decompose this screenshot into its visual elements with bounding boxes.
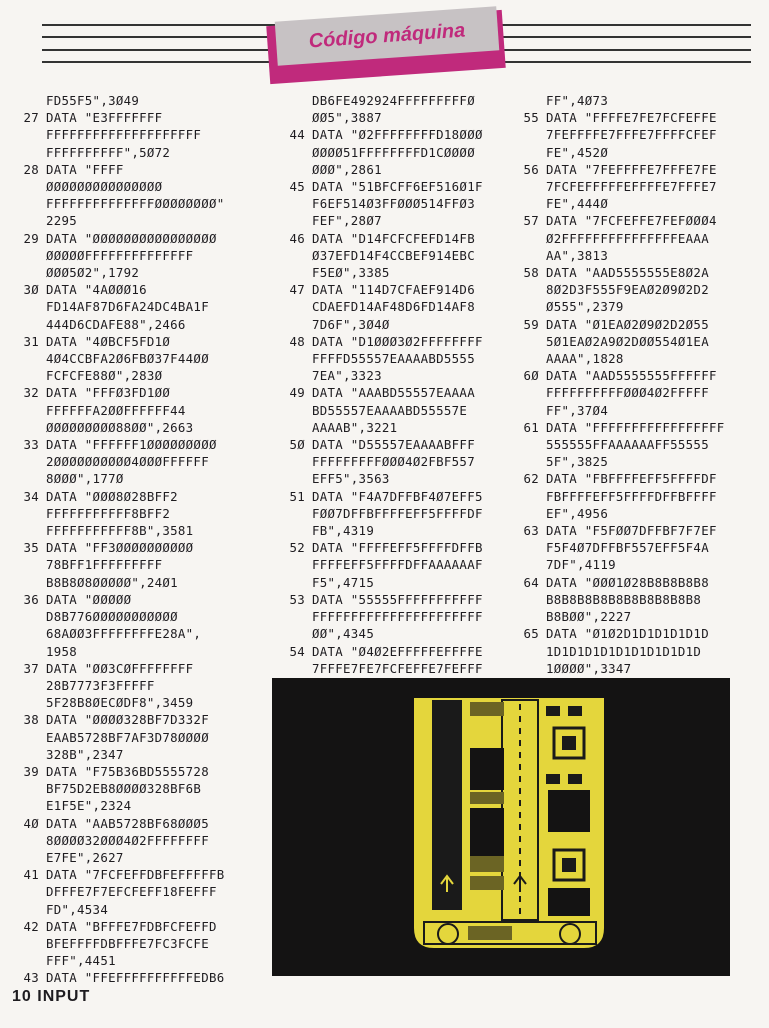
data-line xyxy=(10,161,224,230)
code-text: ØØØØØØØØØ88ØØ",2663 xyxy=(46,419,194,435)
game-screen-svg xyxy=(272,678,730,976)
line-number: 36 xyxy=(23,591,39,607)
code-text: DATA "7FCFEFFE7FEFØØØ4 xyxy=(546,213,717,229)
code-text: DATA "ØØØ1Ø28B8B8B8B8 xyxy=(546,574,709,590)
code-text: 7FCFEFFFFFEFFFFE7FFFE7 xyxy=(546,179,717,195)
code-text: DATA "FF3ØØØØØØØØØØ xyxy=(46,540,194,556)
line-number: 29 xyxy=(23,230,39,246)
code-text: FFFFFFFFFFF8BFF2 xyxy=(46,505,171,521)
code-text: 28B7773F3FFFFF xyxy=(46,677,155,693)
code-text: BFEFFFFDBFFFE7FC3FCFE xyxy=(46,935,209,951)
code-text: EFF5",3563 xyxy=(312,471,390,487)
line-number: 39 xyxy=(23,763,39,779)
code-text: 2ØØØØØØØØØØ4ØØØFFFFFF xyxy=(46,454,209,470)
line-number: 45 xyxy=(289,179,305,195)
code-text: EAAB5728BF7AF3D78ØØØØ xyxy=(46,729,209,745)
line-number: 4Ø xyxy=(23,815,39,831)
code-text: AAAA",1828 xyxy=(546,351,624,367)
code-text: FFFFFFFFFFFFFFØØØØØØØØ" xyxy=(46,196,225,212)
code-text: FBFFFFEFF5FFFFDFFBFFFF xyxy=(546,488,717,504)
code-text: FD",4534 xyxy=(46,901,109,917)
data-line xyxy=(10,763,224,815)
line-number: 32 xyxy=(23,385,39,401)
code-text: 444D6CDAFE88",2466 xyxy=(46,316,186,332)
data-line xyxy=(276,539,483,591)
code-text: B8B8B8B8B8B8B8B8B8B8 xyxy=(546,591,702,607)
data-line xyxy=(10,918,224,970)
code-text: 5F28B8ØECØDF8",3459 xyxy=(46,695,194,711)
data-line xyxy=(510,212,724,264)
code-text: 2295 xyxy=(46,213,78,229)
line-number: 65 xyxy=(523,626,539,642)
code-text: FEF",28Ø7 xyxy=(312,213,382,229)
wheel xyxy=(560,924,580,944)
code-text: DATA "F4A7DFFBF4Ø7EFF5 xyxy=(312,488,483,504)
data-line xyxy=(10,969,224,986)
code-text: DB6FE492924FFFFFFFFFØ xyxy=(312,93,475,108)
code-text: DATA "AAD5555555E8Ø2A xyxy=(546,265,709,281)
code-text: DATA "ØØØ8Ø28BFF2 xyxy=(46,488,178,504)
code-text: FE",452Ø xyxy=(546,144,609,160)
code-text: ØØØ",2861 xyxy=(312,161,382,177)
line-number: 38 xyxy=(23,712,39,728)
code-text: 1ØØØØ",3347 xyxy=(546,660,632,676)
data-line xyxy=(10,488,224,540)
code-text: D8B776ØØØØØØØØØØØ xyxy=(46,609,178,625)
code-text: FFFFFFFFFØØØ4Ø2FBF557 xyxy=(312,454,475,470)
page-number: 10 xyxy=(12,988,32,1005)
data-line xyxy=(276,230,483,282)
window xyxy=(548,888,590,916)
code-text: Ø37EFD14F4CCBEF914EBC xyxy=(312,247,475,263)
small-box xyxy=(546,774,560,784)
code-text: AAAAB",3221 xyxy=(312,419,398,435)
code-text: DATA "AAD5555555FFFFFF xyxy=(546,368,717,384)
code-text: DATA "55555FFFFFFFFFFF xyxy=(312,591,483,607)
data-line xyxy=(10,591,224,660)
data-line xyxy=(10,539,224,591)
data-line xyxy=(276,281,483,333)
line-number: 64 xyxy=(523,574,539,590)
data-line xyxy=(10,815,224,867)
data-line xyxy=(510,161,724,213)
data-line xyxy=(276,178,483,230)
code-text: 78BFF1FFFFFFFFF xyxy=(46,557,163,573)
code-text: FD55F5",3Ø49 xyxy=(46,93,140,108)
line-number: 49 xyxy=(289,385,305,401)
code-text: DATA "51BFCFF6EF516Ø1F xyxy=(312,179,483,195)
data-line xyxy=(10,866,224,918)
code-text: FE",444Ø xyxy=(546,196,609,212)
data-line xyxy=(276,384,483,436)
code-text: 7EA",3323 xyxy=(312,368,382,384)
code-text: DATA "D1ØØØ3Ø2FFFFFFFF xyxy=(312,333,483,349)
code-text: DATA "7FEFFFFE7FFFE7FE xyxy=(546,161,717,177)
code-text: DATA "FFFFE7FE7FCFEFFE xyxy=(546,110,717,126)
data-line xyxy=(10,109,224,161)
data-line xyxy=(10,281,224,333)
code-text: DATA "FFFØ3FD1ØØ xyxy=(46,385,171,401)
code-text: DATA "AAABD55557EAAAA xyxy=(312,385,475,401)
data-line xyxy=(10,436,224,488)
code-text: FFFFFFFFFFFFFFFFFFFFFF xyxy=(312,609,483,625)
code-text: F5EØ",3385 xyxy=(312,265,390,281)
listing-column xyxy=(276,92,483,677)
data-line xyxy=(510,419,724,471)
data-line xyxy=(510,367,724,419)
code-text: AA",3813 xyxy=(546,247,609,263)
line-number: 57 xyxy=(523,213,539,229)
code-text: FØØ7DFFBFFFFEFF5FFFFDF xyxy=(312,505,483,521)
code-text: FFFFFFFFFFFFFFFFFFFF xyxy=(46,127,202,143)
code-text: ØØØØØØØØØØØØØØØ xyxy=(46,179,163,195)
code-text: F5",4715 xyxy=(312,574,375,590)
code-text: DATA "D14FCFCFEFD14FB xyxy=(312,230,475,246)
code-text: DATA "D55557EAAAABFFF xyxy=(312,437,475,453)
data-line xyxy=(510,109,724,161)
small-box xyxy=(568,706,582,716)
code-text: FFFFD55557EAAAABD5555 xyxy=(312,351,475,367)
code-text: ØØ",4345 xyxy=(312,626,375,642)
line-number: 42 xyxy=(23,918,39,934)
target-square-core xyxy=(562,858,576,872)
data-line xyxy=(510,316,724,368)
line-number: 5Ø xyxy=(289,437,305,453)
code-text: ØØØØ51FFFFFFFFD1CØØØØ xyxy=(312,144,475,160)
code-text: 7D6F",3Ø4Ø xyxy=(312,316,390,332)
vehicle-panel xyxy=(468,926,512,940)
line-number: 58 xyxy=(523,265,539,281)
window xyxy=(470,748,504,790)
code-text: DATA "F5FØØ7DFFBF7F7EF xyxy=(546,523,717,539)
code-text: 555555FFAAAAAAFF55555 xyxy=(546,437,709,453)
code-text: FF",4Ø73 xyxy=(546,93,609,108)
data-line xyxy=(10,711,224,763)
data-line xyxy=(510,92,724,109)
code-text: FB",4319 xyxy=(312,523,375,539)
code-text: ØØØ5Ø2",1792 xyxy=(46,265,140,281)
code-text: 8Ø2D3F555F9EAØ2Ø9Ø2D2 xyxy=(546,282,709,298)
code-text: DATA "ØØØØ328BF7D332F xyxy=(46,712,209,728)
code-text: 68AØØ3FFFFFFFFE28A", xyxy=(46,626,202,642)
game-screenshot xyxy=(272,678,730,976)
data-line xyxy=(510,264,724,316)
line-number: 56 xyxy=(523,161,539,177)
data-line xyxy=(10,333,224,385)
code-text: DATA "4ØBCF5FD1Ø xyxy=(46,333,171,349)
block xyxy=(470,856,504,872)
code-text: DATA "AAB5728BF68ØØØ5 xyxy=(46,815,209,831)
code-text: 8ØØØØ32ØØØ4Ø2FFFFFFFF xyxy=(46,832,209,848)
data-line xyxy=(276,488,483,540)
code-text: 5F",3825 xyxy=(546,454,609,470)
code-text: ØØØØØFFFFFFFFFFFFFF xyxy=(46,247,194,263)
line-number: 62 xyxy=(523,471,539,487)
code-text: DATA "FFFFFFFFFFFFFFFFF xyxy=(546,419,725,435)
line-number: 46 xyxy=(289,230,305,246)
block xyxy=(470,876,504,890)
line-number: 53 xyxy=(289,591,305,607)
line-number: 27 xyxy=(23,110,39,126)
code-text: BF75D2EB8ØØØØ328BF6B xyxy=(46,781,202,797)
listing-column xyxy=(510,92,724,677)
magazine-name: INPUT xyxy=(37,988,91,1005)
code-text: DATA "E3FFFFFFF xyxy=(46,110,163,126)
data-line xyxy=(510,574,724,626)
code-text: 4Ø4CCBFA2Ø6FBØ37F44ØØ xyxy=(46,351,209,367)
data-line xyxy=(276,333,483,385)
line-number: 43 xyxy=(23,970,39,986)
data-line xyxy=(10,384,224,436)
code-text: BD55557EAAAABD55557E xyxy=(312,402,468,418)
line-number: 61 xyxy=(523,419,539,435)
code-text: E1F5E",2324 xyxy=(46,798,132,814)
data-line xyxy=(276,436,483,488)
block xyxy=(470,792,504,804)
code-text: B8BØØ",2227 xyxy=(546,609,632,625)
code-text: DATA "ØØ3CØFFFFFFFF xyxy=(46,660,194,676)
code-text: 7FEFFFFE7FFFE7FFFFCFEF xyxy=(546,127,717,143)
small-box xyxy=(568,774,582,784)
block xyxy=(470,702,504,716)
code-text: DATA "4AØØØ16 xyxy=(46,282,147,298)
code-text: DATA "ØØØØØ xyxy=(46,591,132,607)
code-text: DATA "FFFFFF1ØØØØØØØØØ xyxy=(46,437,217,453)
code-text: ØØ5",3887 xyxy=(312,110,382,126)
code-text: 8ØØØ",177Ø xyxy=(46,471,124,487)
listing-column xyxy=(10,92,224,987)
section-title: Código máquina xyxy=(275,6,500,65)
code-text: 1958 xyxy=(46,643,78,659)
line-number: 55 xyxy=(523,110,539,126)
window xyxy=(470,808,504,856)
data-line xyxy=(276,591,483,643)
code-text: DATA "FBFFFFEFF5FFFFDF xyxy=(546,471,717,487)
code-text: DFFFE7F7EFCFEFF18FEFFF xyxy=(46,884,217,900)
code-text: F6EF514Ø3FFØØØ514FFØ3 xyxy=(312,196,475,212)
data-line xyxy=(510,470,724,522)
small-box xyxy=(546,706,560,716)
line-number: 6Ø xyxy=(523,368,539,384)
line-number: 48 xyxy=(289,333,305,349)
window xyxy=(548,790,590,832)
code-text: DATA "114D7CFAEF914D6 xyxy=(312,282,475,298)
code-text: DATA "BFFFE7FDBFCFEFFD xyxy=(46,918,217,934)
line-number: 54 xyxy=(289,643,305,659)
data-line xyxy=(276,643,483,677)
line-number: 33 xyxy=(23,437,39,453)
line-number: 34 xyxy=(23,488,39,504)
code-text: 7FFFE7FE7FCFEFFE7FEFFF xyxy=(312,660,483,676)
code-text: DATA "Ø2FFFFFFFFD18ØØØ xyxy=(312,127,483,143)
code-text: FF",37Ø4 xyxy=(546,402,609,418)
code-text: 5Ø1EAØ2A9Ø2DØØ554Ø1EA xyxy=(546,333,709,349)
data-line xyxy=(276,92,483,126)
code-text: 7DF",4119 xyxy=(546,557,616,573)
code-text: DATA "FFFF xyxy=(46,161,124,177)
data-line xyxy=(276,126,483,178)
target-square-core xyxy=(562,736,576,750)
code-text: DATA "FFFFEFF5FFFFDFFB xyxy=(312,540,483,556)
code-text: B8B8Ø8ØØØØØ",24Ø1 xyxy=(46,574,178,590)
code-text: F5F4Ø7DFFBF557EFF5F4A xyxy=(546,540,709,556)
code-text: FFFFFFFFFF",5Ø72 xyxy=(46,144,171,160)
code-text: FFFFFFFFFFF8B",3581 xyxy=(46,523,194,539)
code-text: DATA "Ø4Ø2EFFFFFEFFFFE xyxy=(312,643,483,659)
code-text: FFFFEFF5FFFFDFFAAAAAAF xyxy=(312,557,483,573)
code-text: EF",4956 xyxy=(546,505,609,521)
code-text: DATA "ØØØØØØØØØØØØØØØØ xyxy=(46,230,217,246)
line-number: 52 xyxy=(289,540,305,556)
data-line xyxy=(10,92,224,109)
line-number: 44 xyxy=(289,127,305,143)
page-footer xyxy=(12,988,90,1006)
code-text: DATA "Ø1Ø2D1D1D1D1D1D xyxy=(546,626,709,642)
code-text: Ø555",2379 xyxy=(546,299,624,315)
code-text: DATA "F75B36BD5555728 xyxy=(46,763,209,779)
data-line xyxy=(10,230,224,282)
code-text: DATA "FFEFFFFFFFFFFEDB6 xyxy=(46,970,225,986)
code-text: 328B",2347 xyxy=(46,746,124,762)
line-number: 63 xyxy=(523,523,539,539)
line-number: 3Ø xyxy=(23,282,39,298)
line-number: 41 xyxy=(23,867,39,883)
data-line xyxy=(510,625,724,677)
code-text: FFFFFFFFFFØØØ4Ø2FFFFF xyxy=(546,385,709,401)
line-number: 28 xyxy=(23,161,39,177)
line-number: 51 xyxy=(289,488,305,504)
code-text: CDAEFD14AF48D6FD14AF8 xyxy=(312,299,475,315)
code-text: 1D1D1D1D1D1D1D1D1D1D xyxy=(546,643,702,659)
wheel xyxy=(438,924,458,944)
code-text: FFFFFFA2ØØFFFFFF44 xyxy=(46,402,186,418)
code-text: FFF",4451 xyxy=(46,953,116,969)
line-number: 59 xyxy=(523,316,539,332)
code-text: FCFCFE88Ø",283Ø xyxy=(46,368,163,384)
line-number: 31 xyxy=(23,333,39,349)
data-line xyxy=(510,522,724,574)
line-number: 47 xyxy=(289,282,305,298)
line-number: 35 xyxy=(23,540,39,556)
code-text: DATA "7FCFEFFDBFEFFFFFB xyxy=(46,867,225,883)
code-text: DATA "Ø1EAØ2Ø9Ø2D2Ø55 xyxy=(546,316,709,332)
data-line xyxy=(10,660,224,712)
code-text: FD14AF87D6FA24DC4BA1F xyxy=(46,299,209,315)
code-text: Ø2FFFFFFFFFFFFFFFEAAA xyxy=(546,230,709,246)
line-number: 37 xyxy=(23,660,39,676)
code-text: E7FE",2627 xyxy=(46,849,124,865)
